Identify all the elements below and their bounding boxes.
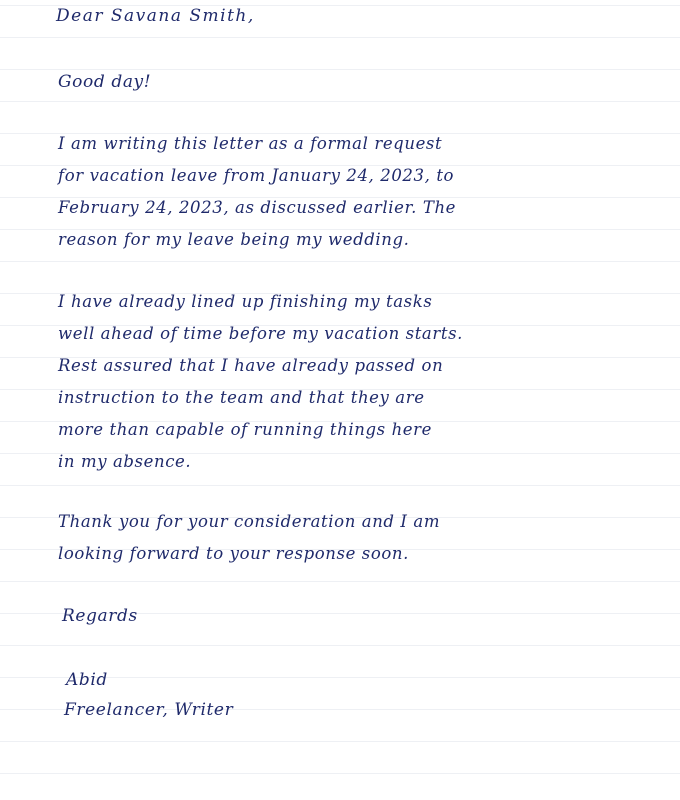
paragraph-line: I have already lined up finishing my tasks <box>58 292 433 311</box>
paragraph-line: February 24, 2023, as discussed earlier. The <box>58 198 457 217</box>
paragraph-line: for vacation leave from January 24, 2023, to <box>58 166 455 185</box>
closing: Regards <box>62 606 138 626</box>
greeting: Good day! <box>58 72 152 92</box>
signature-title: Freelancer, Writer <box>64 700 234 720</box>
paragraph-line: instruction to the team and that they are <box>58 388 425 407</box>
salutation: Dear Savana Smith, <box>56 6 255 26</box>
paragraph-line: Rest assured that I have already passed on <box>58 356 444 375</box>
paragraph-line: looking forward to your response soon. <box>58 544 409 563</box>
signature-name: Abid <box>66 670 108 690</box>
paragraph-line: in my absence. <box>58 452 192 471</box>
paragraph-line: Thank you for your consideration and I am <box>58 512 441 531</box>
paragraph-line: well ahead of time before my vacation starts. <box>58 324 464 343</box>
paragraph-line: more than capable of running things here <box>58 420 433 439</box>
paragraph-line: reason for my leave being my wedding. <box>58 230 410 249</box>
paragraph-line: I am writing this letter as a formal request <box>58 134 443 153</box>
